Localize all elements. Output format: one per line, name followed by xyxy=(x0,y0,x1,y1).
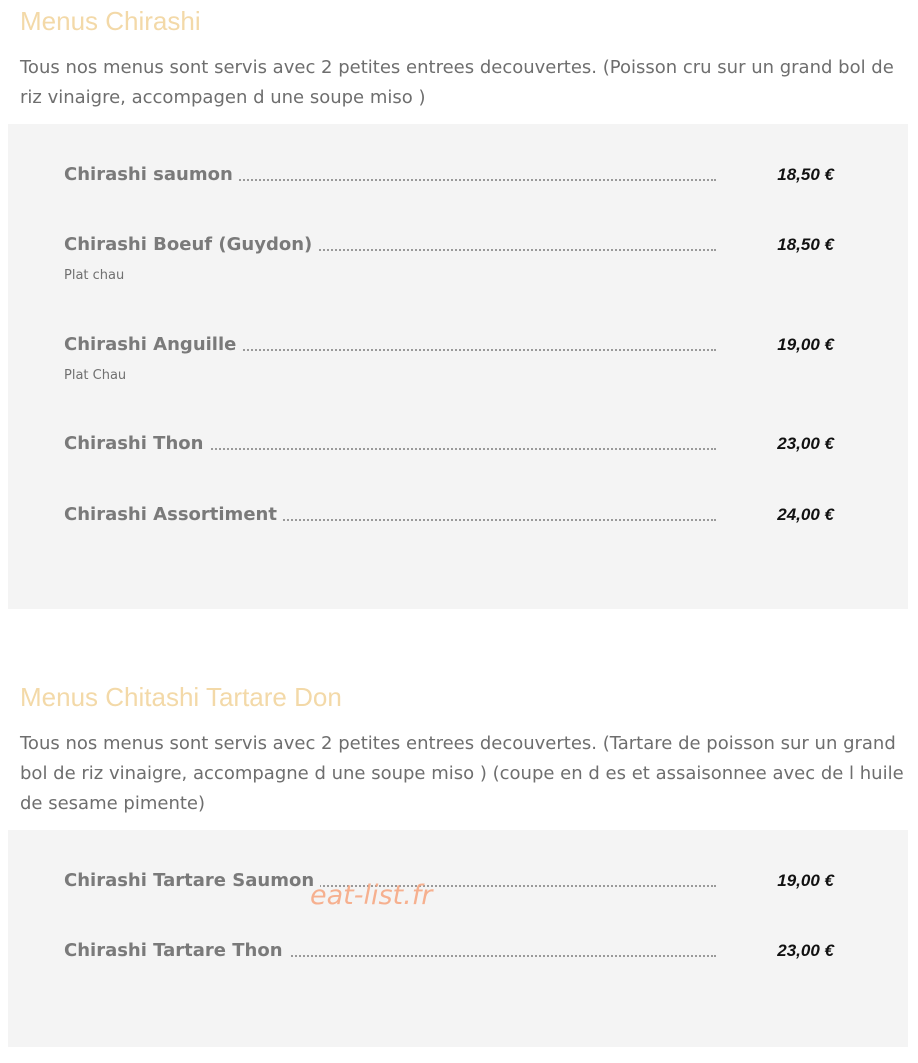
menu-item-price: 18,50 € xyxy=(777,165,834,184)
menu-item xyxy=(64,502,844,528)
section-title-tartare: Menus Chitashi Tartare Don xyxy=(20,682,342,712)
menu-item-name: Chirashi Boeuf (Guydon) xyxy=(64,232,318,258)
menu-item xyxy=(64,332,844,383)
menu-item xyxy=(64,868,844,894)
menu-item xyxy=(64,431,844,457)
menu-item-name: Chirashi Assortiment xyxy=(64,502,283,528)
watermark: eat-list.fr xyxy=(310,880,433,911)
menu-item-price: 19,00 € xyxy=(777,335,834,354)
menu-item xyxy=(64,162,844,188)
menu-item-price: 18,50 € xyxy=(777,235,834,254)
menu-item-price: 23,00 € xyxy=(777,941,834,960)
section-title-chirashi: Menus Chirashi xyxy=(20,6,201,36)
menu-item xyxy=(64,938,844,964)
menu-item-name: Chirashi Anguille xyxy=(64,332,242,358)
menu-item-subtitle: Plat chau xyxy=(64,268,125,283)
menu-item-name: Chirashi Thon xyxy=(64,431,209,457)
menu-item xyxy=(64,232,844,283)
menu-item-price: 23,00 € xyxy=(777,434,834,453)
menu-item-name: Chirashi Tartare Saumon xyxy=(64,868,320,894)
menu-list-tartare xyxy=(8,830,908,1047)
menu-item-subtitle: Plat Chau xyxy=(64,368,127,383)
menu-item-name: Chirashi Tartare Thon xyxy=(64,938,289,964)
section-description-chirashi: Tous nos menus sont servis avec 2 petites entrees decouvertes. (Poisson cru sur un grand bol de riz vinaigre, accompagen d une soupe miso ) xyxy=(20,57,894,108)
menu-list-chirashi xyxy=(8,124,908,609)
section-description-tartare: Tous nos menus sont servis avec 2 petites entrees decouvertes. (Tartare de poisson sur un grand bol de riz vinaigre, accompagne d une soupe miso ) (coupe en d es et assaisonnee avec de l huile de sesame pimente) xyxy=(20,733,904,814)
menu-item-price: 19,00 € xyxy=(777,871,834,890)
menu-item-name: Chirashi saumon xyxy=(64,162,239,188)
menu-item-price: 24,00 € xyxy=(777,505,834,524)
